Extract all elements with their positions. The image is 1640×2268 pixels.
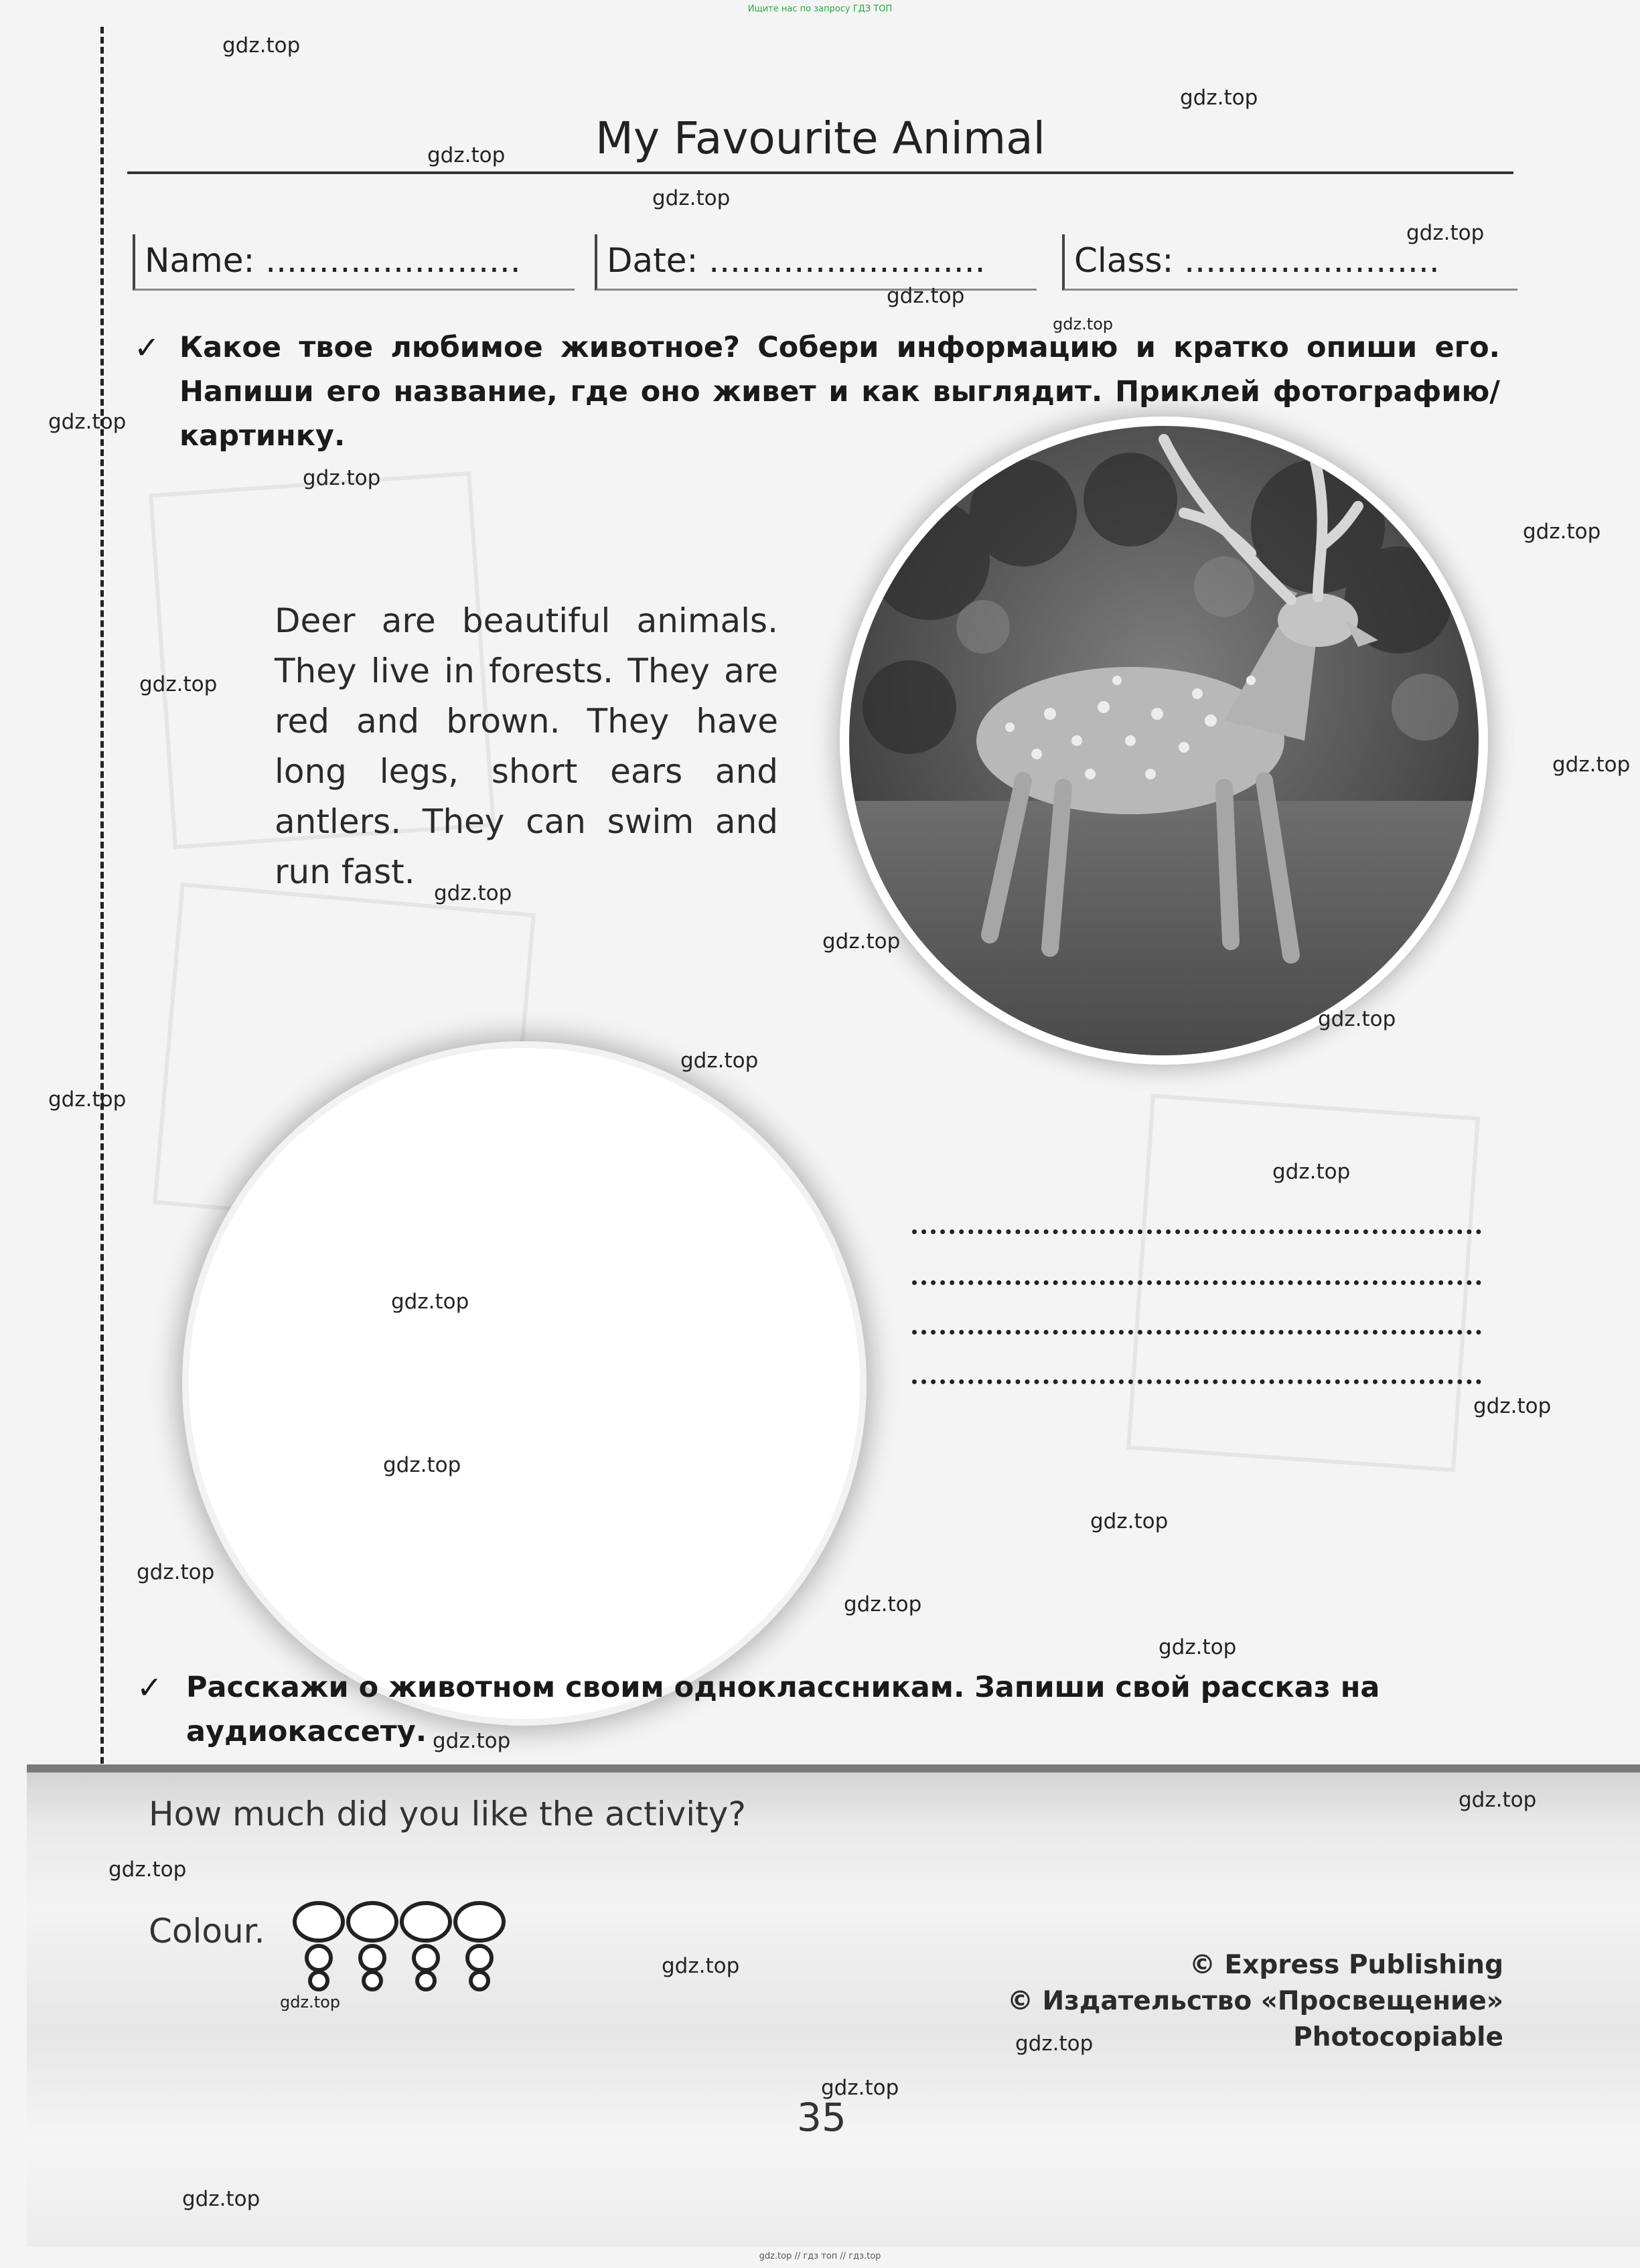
check-icon: ✓	[137, 1669, 163, 1706]
watermark: gdz.top	[222, 33, 301, 58]
watermark: gdz.top	[1473, 1394, 1552, 1418]
watermark: gdz.top	[108, 1858, 187, 1882]
watermark: gdz.top	[303, 466, 381, 490]
instruction-1	[134, 325, 1500, 458]
watermark: gdz.top	[1459, 1788, 1537, 1812]
watermark: gdz.top	[887, 284, 965, 308]
watermark: gdz.top	[433, 1729, 511, 1753]
copyright-express: © Express Publishing	[1189, 1950, 1503, 1980]
watermark: gdz.top	[182, 2187, 260, 2211]
date-field[interactable]: Date: ..........................	[595, 234, 1037, 291]
title-rule	[127, 171, 1513, 174]
watermark: gdz.top	[821, 2076, 899, 2100]
watermark: gdz.top	[1090, 1509, 1169, 1533]
photocopiable-label: Photocopiable	[1293, 2022, 1503, 2052]
answer-line[interactable]	[912, 1330, 1481, 1335]
watermark: gdz.top	[280, 1993, 341, 2012]
watermark: gdz.top	[652, 186, 731, 210]
watermark: gdz.top	[48, 1087, 127, 1112]
deer-illustration	[849, 426, 1479, 1055]
watermark: gdz.top	[434, 881, 512, 905]
watermark: gdz.top	[680, 1049, 759, 1073]
watermark: gdz.top	[1318, 1007, 1396, 1031]
copyright-prosveshchenie: © Издательство «Просвещение»	[1007, 1986, 1503, 2016]
answer-line[interactable]	[912, 1379, 1481, 1384]
watermark: gdz.top	[391, 1290, 469, 1314]
animal-description: Deer are beautiful animals. They live in forests. They are red and brown. They have long legs, short ears and antlers. They can swim and run fast.	[275, 601, 778, 891]
watermark: gdz.top	[137, 1560, 215, 1584]
colour-label: Colour.	[149, 1912, 265, 1951]
check-icon: ✓	[134, 329, 160, 366]
rating-icons[interactable]	[291, 1899, 512, 1993]
watermark: gdz.top	[1523, 520, 1601, 544]
watermark: gdz.top	[1159, 1635, 1237, 1659]
face-icon[interactable]	[402, 1903, 450, 1989]
page-title: My Favourite Animal	[595, 112, 1045, 164]
class-field[interactable]: Class: ........................	[1062, 234, 1517, 291]
watermark: gdz.top	[1015, 2032, 1094, 2056]
footer-rule	[27, 1764, 1640, 1772]
name-field[interactable]: Name: ........................	[133, 234, 575, 291]
watermark: gdz.top	[822, 929, 901, 954]
deer-photo	[849, 426, 1479, 1055]
instruction-2-text: Расскажи о животном своим одноклассникам. Запиши свой рассказ на аудиокассету.	[186, 1671, 1380, 1748]
watermark: gdz.top	[1053, 315, 1114, 333]
face-icon[interactable]	[348, 1903, 396, 1989]
instruction-2	[137, 1665, 1512, 1754]
watermark: gdz.top	[139, 672, 218, 696]
watermark: gdz.top	[662, 1954, 740, 1978]
watermark: gdz.top	[1406, 221, 1485, 245]
watermark: gdz.top	[1272, 1160, 1351, 1184]
watermark: gdz.top	[427, 143, 506, 167]
face-icon[interactable]	[455, 1903, 504, 1989]
page-number: 35	[797, 2095, 846, 2140]
picture-circle[interactable]	[189, 1048, 860, 1719]
face-icon[interactable]	[295, 1903, 343, 1989]
answer-line[interactable]	[912, 1229, 1481, 1234]
watermark: gdz.top	[383, 1453, 461, 1477]
top-note: Ищите нас по запросу ГДЗ ТОП	[747, 4, 893, 14]
watermark: gdz.top	[844, 1592, 922, 1616]
feedback-question: How much did you like the activity?	[149, 1795, 746, 1833]
watermark: gdz.top	[48, 410, 127, 434]
watermark: gdz.top	[1180, 86, 1258, 110]
instruction-1-text: Какое твое любимое животное? Собери информацию и кратко опиши его. Напиши его название, где оно живет и как выглядит. Приклей фотографию/картинку.	[179, 331, 1500, 453]
watermark: gdz.top	[1552, 753, 1631, 777]
answer-line[interactable]	[912, 1280, 1481, 1285]
bottom-note: gdz.top // гдз топ // гдз.top	[759, 2251, 881, 2261]
